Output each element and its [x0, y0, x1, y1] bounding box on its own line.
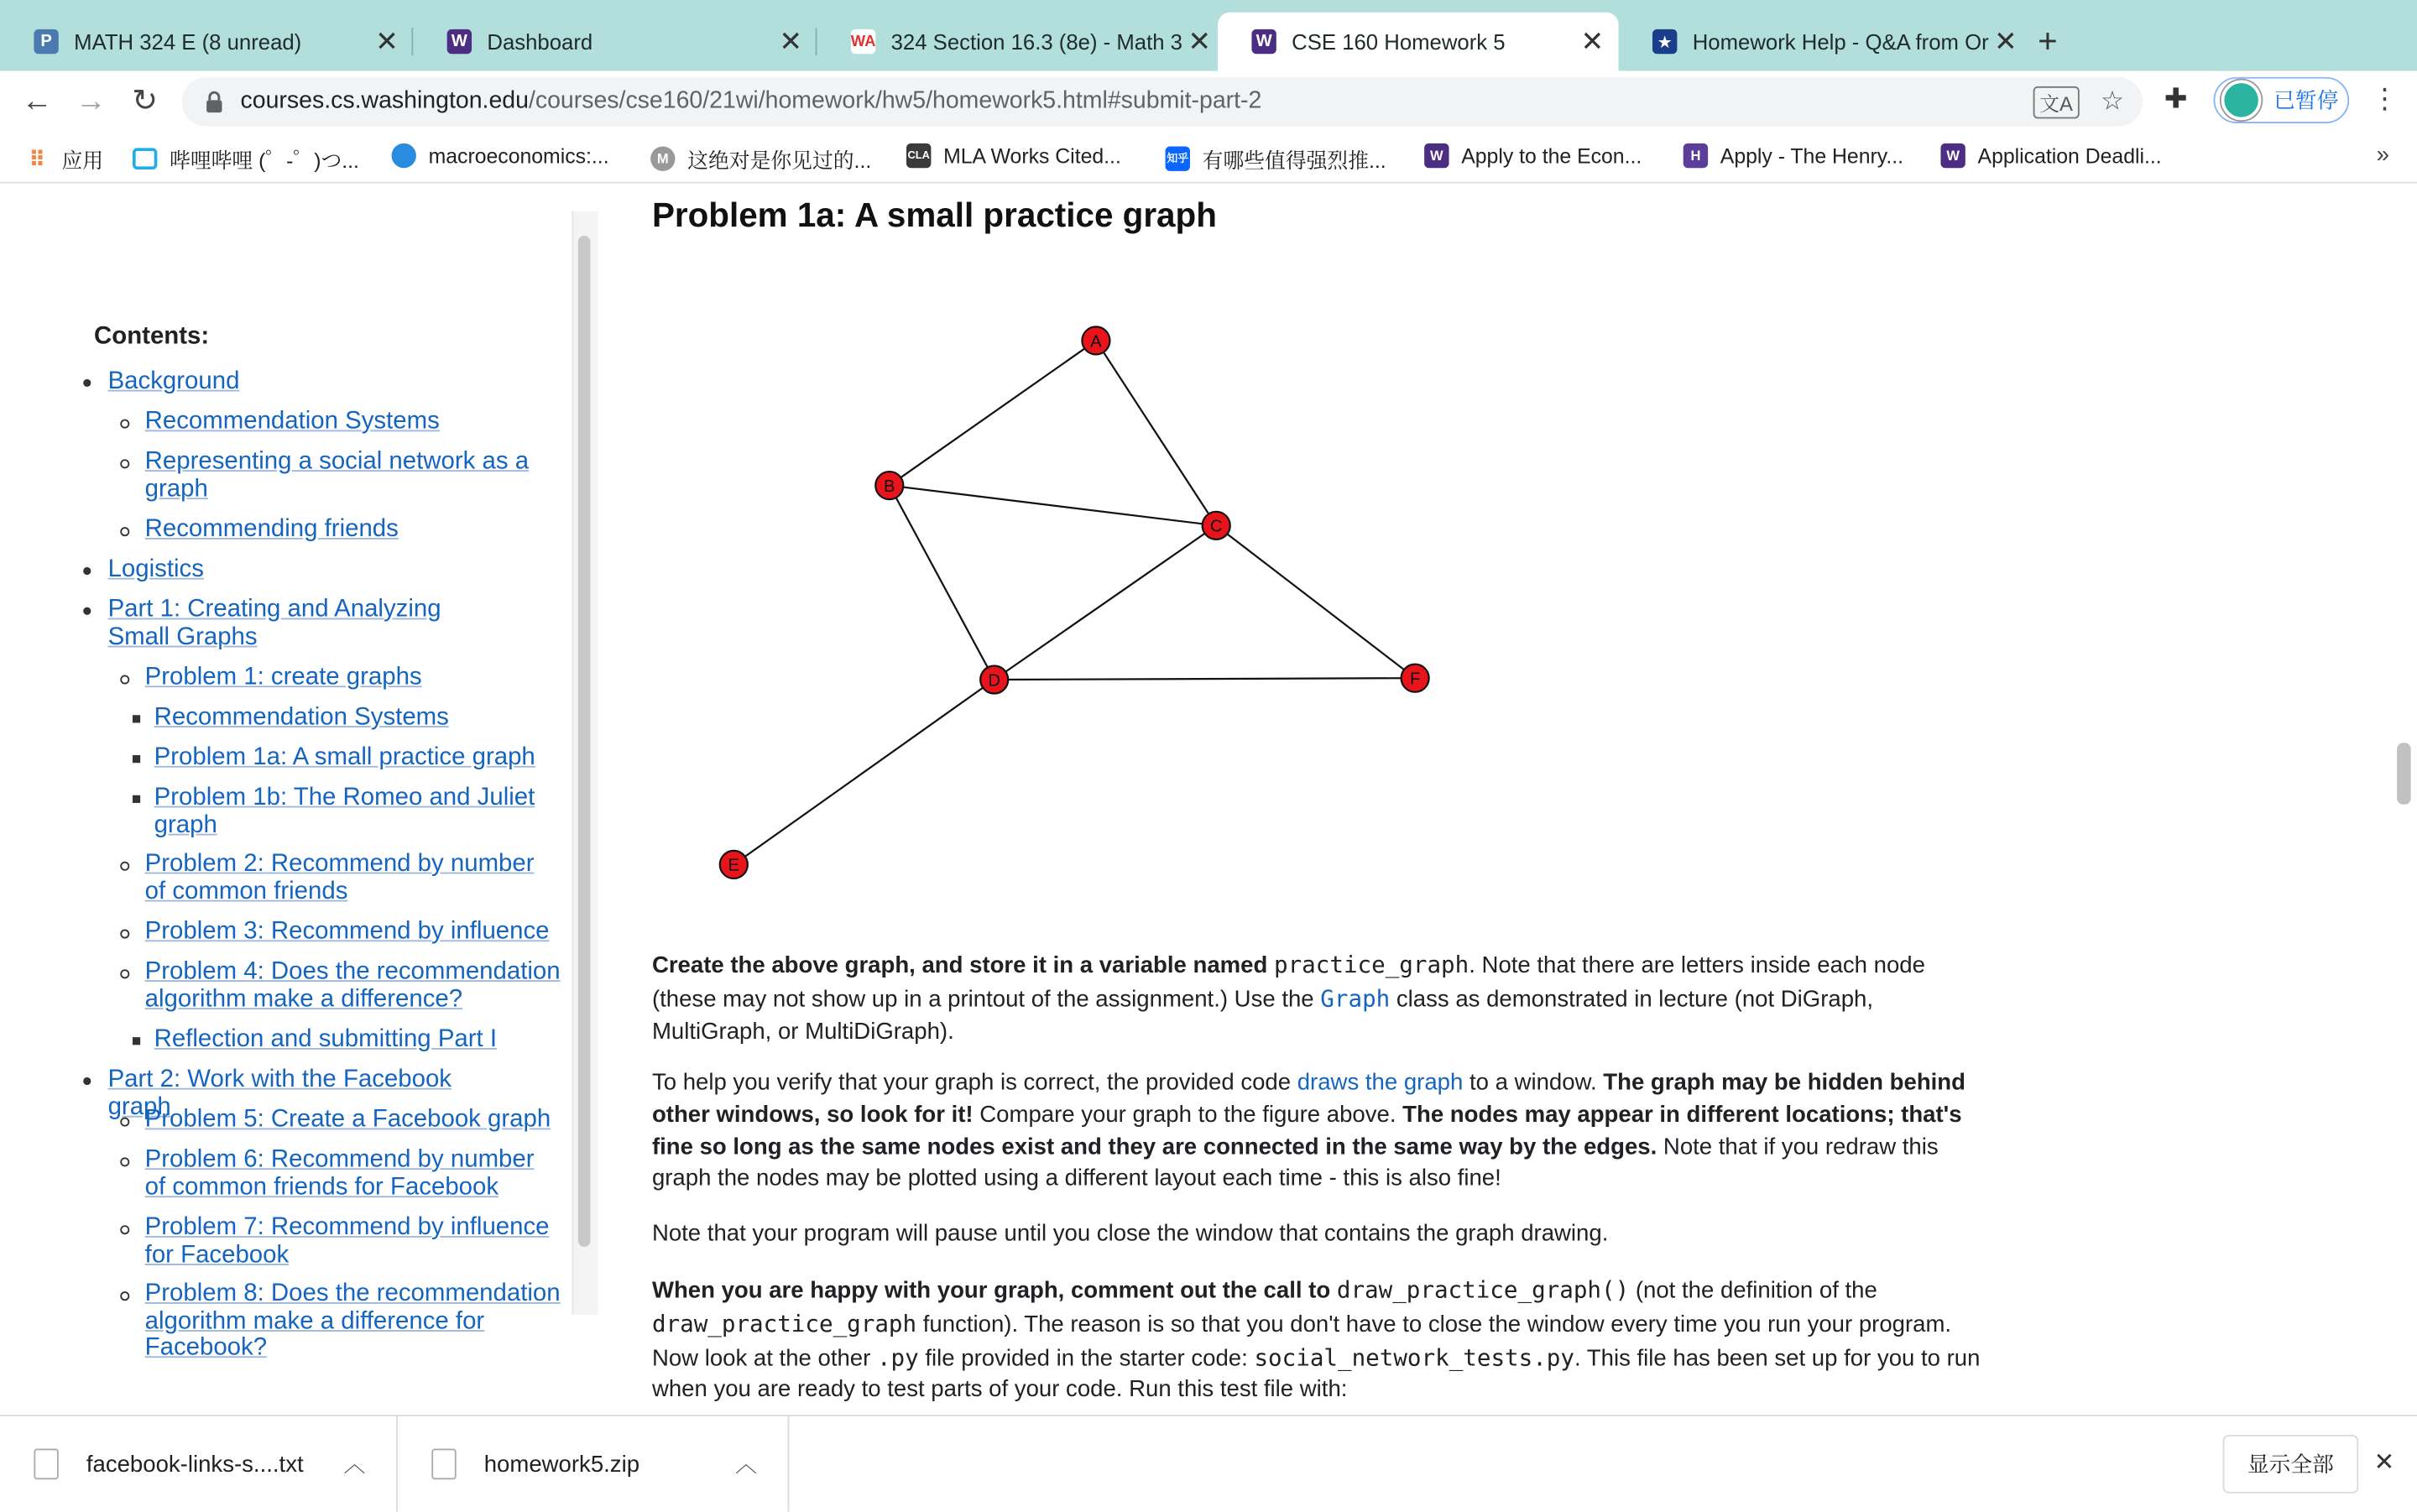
bookmark-zhihu[interactable]: 知乎 有哪些值得强烈推...: [1166, 143, 1386, 175]
bookmark-macroeconomics[interactable]: macroeconomics:...: [392, 143, 609, 168]
toc-title: Contents:: [94, 323, 210, 350]
toc-link[interactable]: Problem 2: Recommend by number of common friends: [144, 850, 535, 905]
toc-bullet: [120, 930, 129, 939]
toc-link[interactable]: Recommendation Systems: [144, 408, 440, 435]
uw-logo-icon: W: [1940, 143, 1965, 168]
graph-edge-C-D: [994, 525, 1216, 680]
toc-bullet: [120, 1291, 129, 1301]
practice-graph-figure: [652, 184, 1993, 893]
close-icon[interactable]: ✕: [2373, 1450, 2395, 1477]
piazza-icon: P: [34, 29, 58, 54]
bookmark-bilibili[interactable]: 哔哩哔哩 (゜-゜)つ...: [133, 143, 359, 175]
toc-bullet: [83, 379, 91, 387]
toc-bullet: [120, 527, 129, 536]
page-title: Problem 1a: A small practice graph: [651, 196, 1217, 235]
toc-link[interactable]: Problem 1a: A small practice graph: [154, 744, 535, 771]
toc-bullet: [120, 675, 129, 684]
graph-node-E: [720, 851, 748, 879]
toc-link[interactable]: Background: [107, 368, 240, 395]
graph-edge-A-C: [1096, 341, 1216, 525]
reload-button[interactable]: ↻: [132, 85, 159, 119]
cla-icon: CLA: [906, 143, 931, 168]
download-filename: facebook-links-s....txt: [86, 1451, 304, 1478]
toc-link[interactable]: Logistics: [107, 556, 204, 583]
close-icon[interactable]: ✕: [1994, 25, 2018, 57]
toc-link[interactable]: Problem 4: Does the recommendation algorithm make a difference?: [144, 958, 561, 1012]
graph-node-C: [1203, 512, 1230, 540]
tab-math324[interactable]: [0, 13, 413, 71]
graph-edge-B-C: [890, 486, 1216, 526]
webassign-icon: WA: [851, 29, 875, 54]
toolbar: [0, 70, 2417, 132]
graph-edge-D-E: [733, 680, 994, 864]
bookmark-zhihu-article[interactable]: M 这绝对是你见过的...: [650, 143, 871, 175]
tab-title: Dashboard: [487, 29, 593, 55]
paragraph-pause-note: Note that your program will pause until you close the window that contains the graph drawing.: [651, 1220, 1609, 1247]
download-bar: [0, 1415, 2417, 1512]
avatar: [2221, 81, 2262, 121]
toc-link[interactable]: Recommendation Systems: [154, 704, 449, 731]
graph-node-F: [1402, 665, 1429, 692]
graph-edge-A-B: [890, 341, 1096, 486]
tab-title: MATH 324 E (8 unread): [74, 29, 302, 55]
graph-class-link[interactable]: Graph: [1320, 984, 1391, 1013]
uw-logo-icon: W: [1251, 29, 1276, 54]
toc-bullet: [120, 420, 129, 429]
uw-logo-icon: W: [447, 29, 472, 54]
graph-edge-B-D: [890, 486, 994, 680]
toc-bullet: [120, 1157, 129, 1166]
toc-bullet: [120, 1118, 129, 1127]
download-item[interactable]: [0, 1416, 398, 1512]
graph-node-label: B: [884, 477, 895, 496]
chevron-up-icon[interactable]: ︿: [735, 1452, 757, 1477]
henry-icon: H: [1684, 143, 1708, 168]
tab-title: Homework Help - Q&A from Or: [1692, 29, 1989, 55]
profile-button[interactable]: [2214, 77, 2350, 123]
paragraph-comment-out: When you are happy with your graph, comment out the call to draw_practice_graph() (not the definition of the draw_practice_graph function). The reason is so that you don't have to close the window every time you run your program. Now look at the other .py file provided in the starter code: social_network_tests.py. This file has been set up for you to run when you are ready to test parts of your code. Run this test file with:: [651, 1275, 1981, 1404]
address-bar[interactable]: [182, 77, 2143, 127]
toc-bullet: [120, 459, 129, 468]
paragraph-create-graph: Create the above graph, and store it in a variable named practice_graph. Note that there are letters inside each node (these may not show up in a printout of the assignment.) Use the Graph class as demonstrated in lecture (not DiGraph, MultiGraph, or MultiDiGraph).: [651, 951, 1925, 1045]
toc-bullet: [133, 755, 140, 763]
bookmark-apply-econ[interactable]: W Apply to the Econ...: [1424, 143, 1642, 168]
page-content: [0, 184, 2417, 1416]
zip-file-icon: [431, 1449, 456, 1480]
graph-node-B: [875, 472, 903, 499]
bilibili-tv-icon: [133, 148, 157, 169]
bookmark-star-icon[interactable]: ☆: [2101, 86, 2125, 116]
page-scrollbar[interactable]: [2397, 743, 2411, 804]
toc-bullet: [133, 795, 140, 803]
menu-icon[interactable]: ⋮: [2370, 83, 2399, 114]
globe-icon: [392, 143, 416, 168]
draws-the-graph-link[interactable]: draws the graph: [1297, 1069, 1464, 1096]
close-icon[interactable]: ✕: [1580, 25, 1605, 57]
download-filename: homework5.zip: [483, 1451, 640, 1478]
graph-edge-D-F: [994, 678, 1415, 680]
graph-edge-C-F: [1216, 525, 1415, 678]
graph-node-label: E: [728, 856, 740, 875]
graph-node-label: D: [988, 671, 1000, 691]
tab-dashboard[interactable]: [413, 13, 817, 71]
toc-link[interactable]: Problem 1b: The Romeo and Juliet graph: [154, 784, 535, 838]
toc-bullet: [83, 567, 91, 575]
apps-grid-icon: ⠿: [29, 145, 46, 170]
toc-bullet: [133, 715, 140, 722]
toc-link[interactable]: Representing a social network as a graph: [144, 448, 530, 502]
zhihu-icon: 知乎: [1166, 146, 1190, 170]
chevron-up-icon[interactable]: ︿: [343, 1452, 366, 1477]
m-icon: M: [650, 146, 675, 170]
tab-strip: [0, 0, 2417, 70]
toc-bullet: [83, 607, 91, 615]
toc-link[interactable]: Part 1: Creating and Analyzing Small Graphs: [107, 596, 441, 650]
forward-button[interactable]: →: [76, 85, 107, 119]
graph-node-label: A: [1090, 332, 1102, 352]
toc-link[interactable]: Problem 8: Does the recommendation algorithm make a difference for Facebook?: [144, 1280, 561, 1361]
lock-icon: [203, 91, 225, 112]
close-icon[interactable]: ✕: [375, 25, 399, 57]
bookmark-mla[interactable]: CLA MLA Works Cited...: [907, 143, 1121, 168]
bookmarks-bar: [0, 133, 2417, 184]
paragraph-verify-graph: To help you verify that your graph is correct, the provided code draws the graph to a window. The graph may be hidden behind other windows, so look for it! Compare your graph to the figure above. The nodes may appear in different locations; that's fine so long as the same nodes exist and they are connected in the same way by the edges. Note that if you redraw this graph the nodes may be plotted using a different layout each time - this is also fine!: [651, 1069, 1965, 1192]
bookmark-apps[interactable]: ⠿ 应用: [24, 143, 103, 175]
new-tab-button[interactable]: +: [2038, 21, 2058, 60]
download-item[interactable]: [398, 1416, 790, 1512]
back-button[interactable]: ←: [21, 85, 53, 119]
chegg-star-icon: ★: [1652, 29, 1677, 54]
tab-cse160-hw5[interactable]: [1218, 13, 1619, 71]
graph-node-D: [980, 665, 1008, 693]
toc-link[interactable]: Problem 1: create graphs: [144, 664, 422, 691]
tab-324-section[interactable]: [817, 13, 1218, 71]
toc-scrollbar[interactable]: [578, 236, 591, 1247]
uw-logo-icon: W: [1424, 143, 1449, 168]
tab-title: 324 Section 16.3 (8e) - Math 3: [890, 29, 1182, 55]
tab-homework-help[interactable]: [1619, 13, 2023, 71]
tab-title: CSE 160 Homework 5: [1292, 29, 1506, 55]
url-path: /courses/cse160/21wi/homework/hw5/homework5.html#submit-part-2: [528, 87, 1262, 114]
url-host: courses.cs.washington.edu: [240, 87, 529, 114]
toc-bullet: [133, 1037, 140, 1045]
toc-link[interactable]: Problem 6: Recommend by number of common friends for Facebook: [144, 1146, 535, 1200]
graph-node-label: C: [1209, 517, 1223, 536]
table-of-contents: [61, 211, 573, 1361]
more-bookmarks-icon[interactable]: »: [2376, 141, 2389, 169]
toc-link[interactable]: Part 2: Work with the Facebook graph: [107, 1066, 452, 1120]
toc-bullet: [120, 862, 129, 871]
show-all-button[interactable]: 显示全部: [2223, 1435, 2359, 1494]
extensions-icon[interactable]: ✚: [2164, 83, 2188, 114]
close-icon[interactable]: ✕: [1188, 25, 1212, 57]
close-icon[interactable]: ✕: [779, 25, 803, 57]
toc-link[interactable]: Reflection and submitting Part I: [154, 1026, 498, 1053]
translate-icon[interactable]: 文A: [2033, 86, 2079, 119]
graph-node-label: F: [1409, 670, 1421, 689]
bookmark-application-deadlines[interactable]: W Application Deadli...: [1940, 143, 2161, 168]
file-icon: [34, 1449, 58, 1480]
toc-link[interactable]: Recommending friends: [144, 516, 399, 543]
bookmark-apply-henry[interactable]: H Apply - The Henry...: [1684, 143, 1903, 168]
toc-bullet: [120, 1225, 129, 1234]
toc-link[interactable]: Problem 3: Recommend by influence: [144, 918, 550, 945]
toc-link[interactable]: Problem 7: Recommend by influence for Facebook: [144, 1214, 550, 1268]
toc-link[interactable]: Problem 5: Create a Facebook graph: [144, 1106, 551, 1133]
profile-status: 已暂停: [2273, 87, 2339, 113]
graph-node-A: [1082, 326, 1109, 354]
toc-bullet: [120, 969, 129, 978]
toc-bullet: [83, 1077, 91, 1085]
